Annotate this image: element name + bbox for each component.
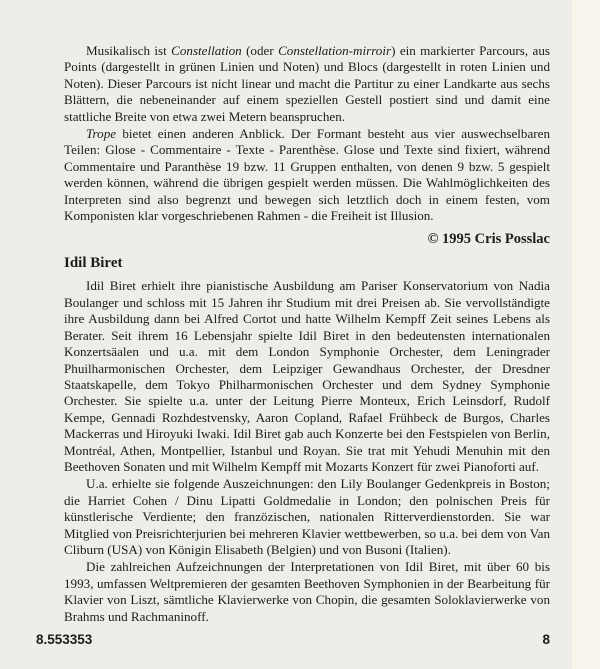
paragraph-awards: U.a. erhielte sie folgende Auszeichnungen: den Lily Boulanger Gedenkpreis in Boston; die Harriet Cohen / Dinu Lipatti Goldmedalie in London; den polnischen Preis für künstlerische Verdiente; den franzözischen, nationalen Ritterverdienstorden. Sie war Mitglied von Preisrichterjurien bei mehreren Klavier wettbewerben, so u.a. bei dem von Van Cliburn (USA) von Königin Elisabeth (Belgien) und von Busoni (Italien).: [64, 476, 550, 557]
paragraph-biography: Idil Biret erhielt ihre pianistische Ausbildung am Pariser Konservatorium von Nadia Boulanger und schloss mit 15 Jahren ihr Studium mit drei Preisen ab. Sie vervollständigte ihre Ausbildung dann bei Alfred Cortot und hatte Wilhelm Kempff Zeit seines Lebens als Berater. Seit ihrem 16 Lebensjahr spielte Idil Biret in den bedeutensten internationalen Konzertsäalen und u.a. mit dem London Symphonie Orchester, dem Leningrader Phuilharmonischen Orchester, dem Leipziger Gewandhaus Orchester, der Dresdner Staatskapelle, dem Tokyo Philharmonischen Orchester und dem Sydney Symphonie Orchester. Sie spielte u.a. unter der Leitung Pierre Monteux, Erich Leinsdorf, Rudolf Kempe, Gennadi Rozhdestvensky, Aaron Copland, Rafael Frühbeck de Burgos, Charles Mackerras und Hiroyuki Iwaki. Idil Biret gab auch Konzerte bei den Festspielen von Berlin, Montréal, Athen, Montpellier, Istanbul und Royan. Sie trat mit Yehudi Menuhin mit den Beethoven Sonaten und mit Wilhelm Kempff mit Mozarts Konzert für zwei Pianoforti auf.: [64, 278, 550, 474]
work-title: Constellation: [171, 43, 242, 58]
paragraph-trope: [64, 126, 550, 224]
page-content: [36, 0, 550, 669]
page-footer: [36, 631, 550, 649]
page-margin: [572, 0, 600, 669]
catalog-number: 8.553353: [36, 632, 93, 647]
text-column: [64, 43, 550, 625]
text: ) ein markierter Parcours, aus Points (dargestellt in grünen Linien und Noten) und Blocs (dargestellt in roten Linien und Noten). Dieser Parcours ist nicht linear und macht die Partitur zu einer Landkarte aus sechs Blättern, die nebeneinander auf einem speziellen Gestell postiert sind und damit eine stattliche Breite von etwa zwei Metern beanspruchen.: [64, 43, 550, 124]
text: Musikalisch ist: [86, 43, 172, 58]
section-heading: Idil Biret: [64, 255, 123, 272]
copyright: © 1995 Cris Posslac: [427, 231, 550, 248]
paragraph-constellation: [64, 43, 550, 125]
work-title: Constellation-mirroir: [278, 43, 392, 58]
text: bietet einen anderen Anblick. Der Formant besteht aus vier auswechselbaren Teilen: Glose - Commentaire - Texte - Parenthèse. Glose und Texte sind fixiert, während Commentaire und Paranthèse 19 bzw. 11 Gruppen enthalten, von denen 9 bzw. 5 gespielt werden können, während die übrigen gespielt werden müssen. Die Wahlmöglichkeiten des Interpreten sind also begrenzt und bewegen sich letztlich doch in einem festen, vom Komponisten klar vorgeschriebenen Rahmen - die Freiheit ist Illusion.: [64, 126, 550, 224]
text: (oder: [241, 43, 279, 58]
work-title: Trope: [86, 126, 117, 142]
page-number: 8: [542, 632, 550, 647]
paragraph-recordings: Die zahlreichen Aufzeichnungen der Interpretationen von Idil Biret, mit über 60 bis 1993, umfassen Weltpremieren der gesamten Beethoven Symphonien in der Bearbeitung für Klavier von Liszt, sämtliche Klavierwerke von Chopin, die gesamten Soloklavierwerke von Brahms und Rachmaninoff.: [64, 559, 550, 624]
